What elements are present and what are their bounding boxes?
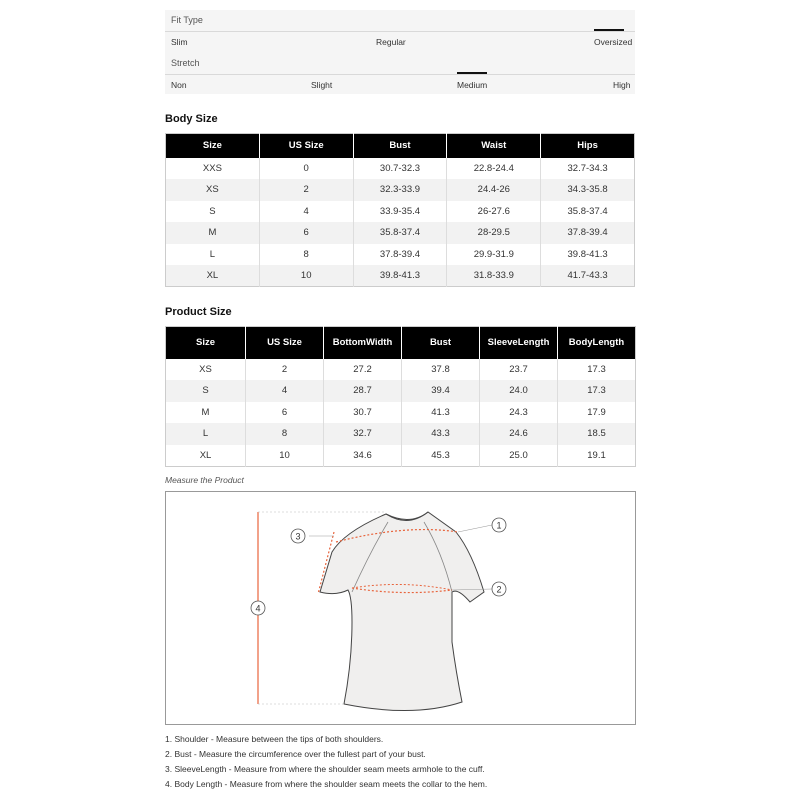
header-bottom-width: BottomWidth (324, 327, 402, 359)
table-cell: 23.7 (480, 359, 558, 381)
table-row (166, 265, 635, 287)
table-cell: M (166, 402, 246, 424)
table-cell: 0 (259, 158, 353, 180)
tshirt-outline (320, 512, 484, 711)
body-size-header-row (166, 134, 635, 158)
table-cell: 10 (259, 265, 353, 287)
table-cell: 39.8-41.3 (541, 244, 635, 266)
table-cell: 41.3 (402, 402, 480, 424)
table-cell: 31.8-33.9 (447, 265, 541, 287)
table-cell: 10 (246, 445, 324, 467)
table-row (166, 380, 636, 402)
body-size-title: Body Size (165, 113, 218, 125)
note-sleeve-length: 3. SleeveLength - Measure from where the shoulder seam meets armhole to the cuff. (165, 764, 485, 774)
table-row (166, 423, 636, 445)
table-cell: XL (166, 445, 246, 467)
table-row (166, 359, 636, 381)
table-cell: 27.2 (324, 359, 402, 381)
stretch-label: Stretch (171, 58, 200, 68)
table-cell: XS (166, 179, 260, 201)
table-row (166, 244, 635, 266)
header-us-size: US Size (246, 327, 324, 359)
note-body-length: 4. Body Length - Measure from where the shoulder seam meets the collar to the hem. (165, 779, 488, 789)
table-cell: 29.9-31.9 (447, 244, 541, 266)
stretch-option-medium[interactable]: Medium (457, 80, 488, 90)
marker-2-label: 2 (496, 584, 502, 595)
measure-caption: Measure the Product (165, 475, 244, 485)
table-cell: 39.8-41.3 (353, 265, 447, 287)
table-cell: 30.7 (324, 402, 402, 424)
table-cell: 30.7-32.3 (353, 158, 447, 180)
table-cell: 43.3 (402, 423, 480, 445)
table-cell: 35.8-37.4 (353, 222, 447, 244)
table-cell: 34.3-35.8 (541, 179, 635, 201)
table-row (166, 158, 635, 180)
table-cell: 32.7-34.3 (541, 158, 635, 180)
header-waist: Waist (447, 134, 541, 158)
product-size-table (165, 326, 636, 467)
table-cell: 28-29.5 (447, 222, 541, 244)
header-size: Size (166, 327, 246, 359)
fit-panel (165, 10, 635, 94)
product-size-header-row (166, 327, 636, 359)
header-hips: Hips (541, 134, 635, 158)
marker-1-leader (458, 525, 492, 532)
table-row (166, 222, 635, 244)
table-cell: 32.3-33.9 (353, 179, 447, 201)
table-row (166, 179, 635, 201)
body-size-table (165, 133, 635, 287)
stretch-option-slight[interactable]: Slight (311, 80, 333, 90)
table-cell: 26-27.6 (447, 201, 541, 223)
table-cell: 32.7 (324, 423, 402, 445)
table-cell: XL (166, 265, 260, 287)
table-cell: 37.8 (402, 359, 480, 381)
table-cell: 2 (259, 179, 353, 201)
header-body-length: BodyLength (558, 327, 636, 359)
fit-type-track (165, 31, 635, 32)
header-us-size: US Size (259, 134, 353, 158)
stretch-track (165, 74, 635, 75)
table-cell: 4 (246, 380, 324, 402)
fit-type-option-regular[interactable]: Regular (376, 37, 406, 47)
table-cell: 22.8-24.4 (447, 158, 541, 180)
table-cell: L (166, 423, 246, 445)
header-sleeve-length: SleeveLength (480, 327, 558, 359)
table-cell: 8 (246, 423, 324, 445)
note-bust: 2. Bust - Measure the circumference over the fullest part of your bust. (165, 749, 426, 759)
table-cell: S (166, 201, 260, 223)
measure-diagram (165, 491, 636, 725)
table-cell: 33.9-35.4 (353, 201, 447, 223)
table-cell: 45.3 (402, 445, 480, 467)
table-cell: XS (166, 359, 246, 381)
marker-4-label: 4 (255, 603, 261, 614)
table-cell: 6 (259, 222, 353, 244)
header-size: Size (166, 134, 260, 158)
header-bust: Bust (402, 327, 480, 359)
table-cell: 24.3 (480, 402, 558, 424)
table-cell: 24.6 (480, 423, 558, 445)
table-cell: 41.7-43.3 (541, 265, 635, 287)
header-bust: Bust (353, 134, 447, 158)
table-cell: 35.8-37.4 (541, 201, 635, 223)
note-shoulder: 1. Shoulder - Measure between the tips of both shoulders. (165, 734, 384, 744)
stretch-option-non[interactable]: Non (171, 80, 187, 90)
table-cell: 37.8-39.4 (541, 222, 635, 244)
table-row (166, 445, 636, 467)
table-cell: 17.9 (558, 402, 636, 424)
fit-type-option-oversized[interactable]: Oversized (594, 37, 633, 47)
table-cell: 18.5 (558, 423, 636, 445)
table-cell: 37.8-39.4 (353, 244, 447, 266)
product-size-title: Product Size (165, 306, 232, 318)
table-cell: 24.0 (480, 380, 558, 402)
table-cell: 2 (246, 359, 324, 381)
table-cell: 19.1 (558, 445, 636, 467)
measure-notes (165, 732, 487, 792)
table-cell: 34.6 (324, 445, 402, 467)
marker-1-label: 1 (496, 520, 502, 531)
fit-type-option-slim[interactable]: Slim (171, 37, 188, 47)
table-cell: 6 (246, 402, 324, 424)
table-cell: 28.7 (324, 380, 402, 402)
table-cell: XXS (166, 158, 260, 180)
marker-3 (291, 529, 305, 543)
table-cell: M (166, 222, 260, 244)
fit-type-label: Fit Type (171, 15, 203, 25)
table-cell: 24.4-26 (447, 179, 541, 201)
marker-4 (251, 601, 265, 615)
table-cell: 4 (259, 201, 353, 223)
table-cell: 17.3 (558, 359, 636, 381)
table-row (166, 402, 636, 424)
table-cell: S (166, 380, 246, 402)
table-cell: 17.3 (558, 380, 636, 402)
table-cell: 39.4 (402, 380, 480, 402)
table-cell: 8 (259, 244, 353, 266)
marker-2 (492, 582, 506, 596)
tshirt-diagram (166, 492, 635, 724)
stretch-option-high[interactable]: High (613, 80, 631, 90)
marker-1 (492, 518, 506, 532)
marker-3-label: 3 (295, 531, 301, 542)
table-row (166, 201, 635, 223)
table-cell: 25.0 (480, 445, 558, 467)
table-cell: L (166, 244, 260, 266)
